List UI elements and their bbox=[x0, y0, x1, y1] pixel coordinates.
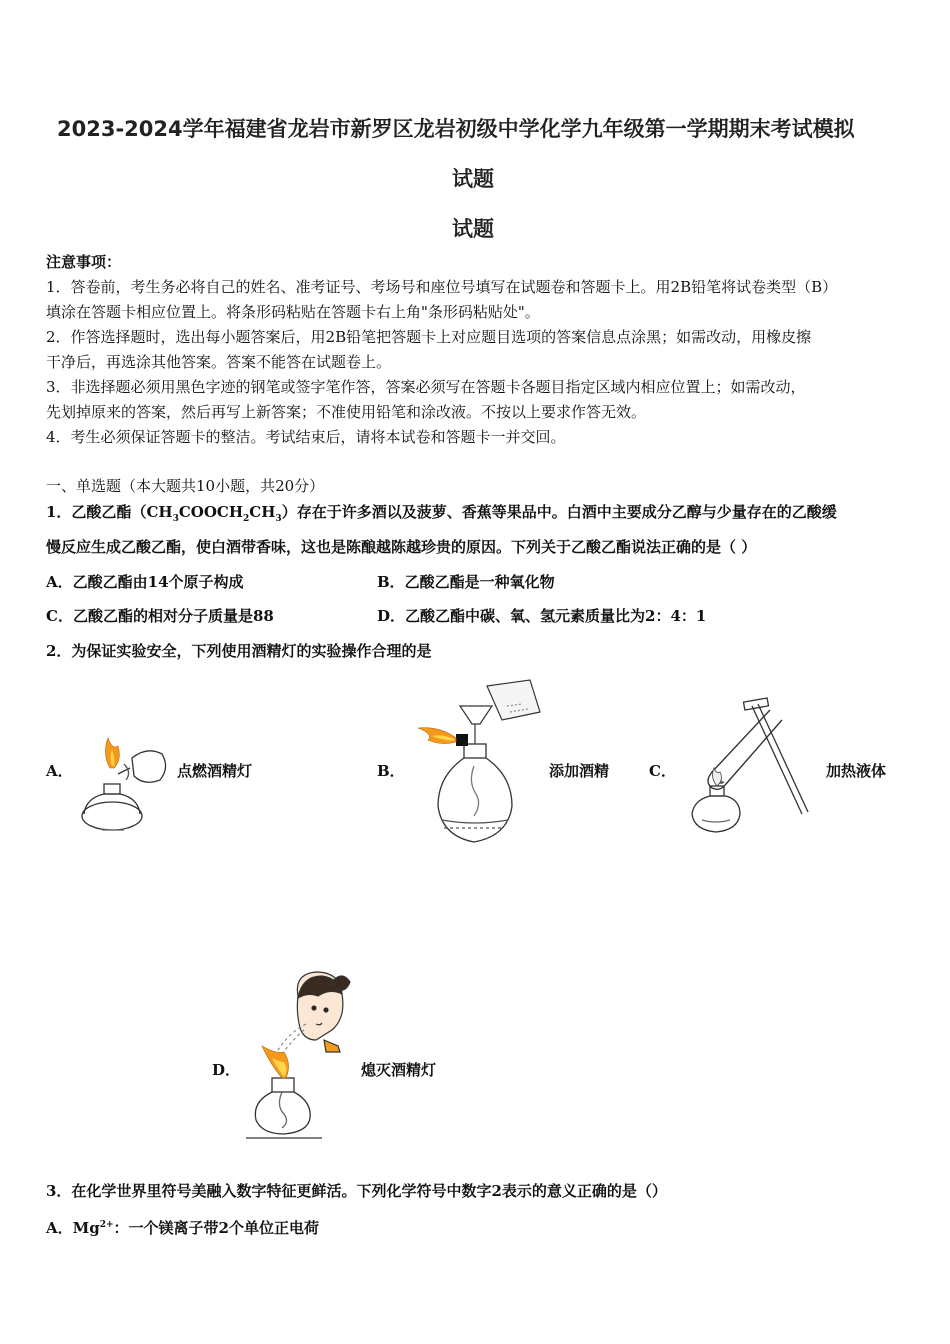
question-2-stem: 2．为保证实验安全，下列使用酒精灯的实验操作合理的是 bbox=[46, 642, 432, 660]
q3-option-a: A．$Mg^{2+}$：一个镁离子带2个单位正电荷 bbox=[46, 1219, 319, 1237]
notice-heading: 注意事项： bbox=[46, 253, 122, 271]
q2-option-d-label: 熄灭酒精灯 bbox=[361, 1061, 437, 1079]
question-1-stem bbox=[46, 502, 837, 529]
tilted-lamp bbox=[118, 751, 166, 782]
question-3-stem: 3．在化学世界里符号美融入数字特征更鲜活。下列化学符号中数字2表示的意义正确的是（） bbox=[46, 1182, 667, 1200]
notice-line: 2．作答选择题时，选出每小题答案后，用2B铅笔把答题卡上对应题目选项的答案信息点涂黑；如需改动，用橡皮擦 bbox=[46, 328, 812, 346]
q2-option-b-letter: B． bbox=[377, 762, 405, 780]
q1-option-b: B．乙酸乙酯是一种氧化物 bbox=[377, 573, 555, 591]
adding-alcohol-illustration bbox=[412, 676, 547, 846]
page-title-line1: 2023-2024学年福建省龙岩市新罗区龙岩初级中学化学九年级第一学期期末考试模拟 bbox=[57, 117, 855, 141]
beaker-icon bbox=[487, 680, 540, 720]
q2-option-a-label: 点燃酒精灯 bbox=[177, 762, 253, 780]
page-title-line3: 试题 bbox=[452, 217, 494, 241]
lamp-body bbox=[438, 744, 512, 842]
test-tube-holder-icon bbox=[743, 698, 808, 814]
q2-option-b-label: 添加酒精 bbox=[549, 762, 610, 780]
notice-line: 先划掉原来的答案，然后再写上新答案；不准使用铅笔和涂改液。不按以上要求作答无效。 bbox=[46, 403, 647, 421]
page-title-line2: 试题 bbox=[452, 167, 494, 191]
lamp-body bbox=[246, 1078, 322, 1138]
q1-option-d: D．乙酸乙酯中碳、氧、氢元素质量比为2：4：1 bbox=[377, 607, 707, 625]
section-heading: 一、单选题（本大题共10小题，共20分） bbox=[46, 477, 325, 495]
person-icon bbox=[297, 972, 350, 1052]
notice-line: 3．非选择题必须用黑色字迹的钢笔或签字笔作答，答案必须写在答题卡各题目指定区域内相应位置上；如需改动， bbox=[46, 378, 806, 396]
q1-formula: $CH_3COOCH_2CH_3$ bbox=[146, 503, 282, 524]
q2-option-c-label: 加热液体 bbox=[826, 762, 887, 780]
heating-liquid-illustration bbox=[682, 694, 822, 839]
notice-line: 4．考生必须保证答题卡的整洁。考试结束后，请将本试卷和答题卡一并交回。 bbox=[46, 428, 566, 446]
q1-stem-post: ）存在于许多酒以及菠萝、香蕉等果品中。白酒中主要成分乙醇与少量存在的乙酸缓 bbox=[281, 503, 837, 521]
question-1-stem-line2: 慢反应生成乙酸乙酯，使白酒带香味，这也是陈酿越陈越珍贵的原因。下列关于乙酸乙酯说法正确的是（ ） bbox=[46, 538, 757, 556]
notice-line: 干净后，再选涂其他答案。答案不能答在试题卷上。 bbox=[46, 353, 392, 371]
extinguishing-lamp-illustration bbox=[242, 968, 362, 1146]
q1-stem-pre: 1．乙酸乙酯（ bbox=[46, 503, 147, 521]
notice-line: 1．答卷前，考生务必将自己的姓名、准考证号、考场号和座位号填写在试题卷和答题卡上。用2B铅笔将试卷类型（B） bbox=[46, 278, 838, 296]
q1-option-c: C．乙酸乙酯的相对分子质量是88 bbox=[46, 607, 274, 625]
lighting-lamp-illustration bbox=[72, 728, 172, 838]
lamp-body bbox=[692, 786, 740, 832]
q2-option-c-letter: C． bbox=[649, 762, 676, 780]
q1-option-a: A．乙酸乙酯由14个原子构成 bbox=[46, 573, 244, 591]
q2-option-d-letter: D． bbox=[212, 1061, 241, 1079]
lamp-body bbox=[82, 784, 142, 830]
q2-option-a-letter: A． bbox=[46, 762, 73, 780]
notice-line: 填涂在答题卡相应位置上。将条形码粘贴在答题卡右上角"条形码粘贴处"。 bbox=[46, 303, 540, 321]
